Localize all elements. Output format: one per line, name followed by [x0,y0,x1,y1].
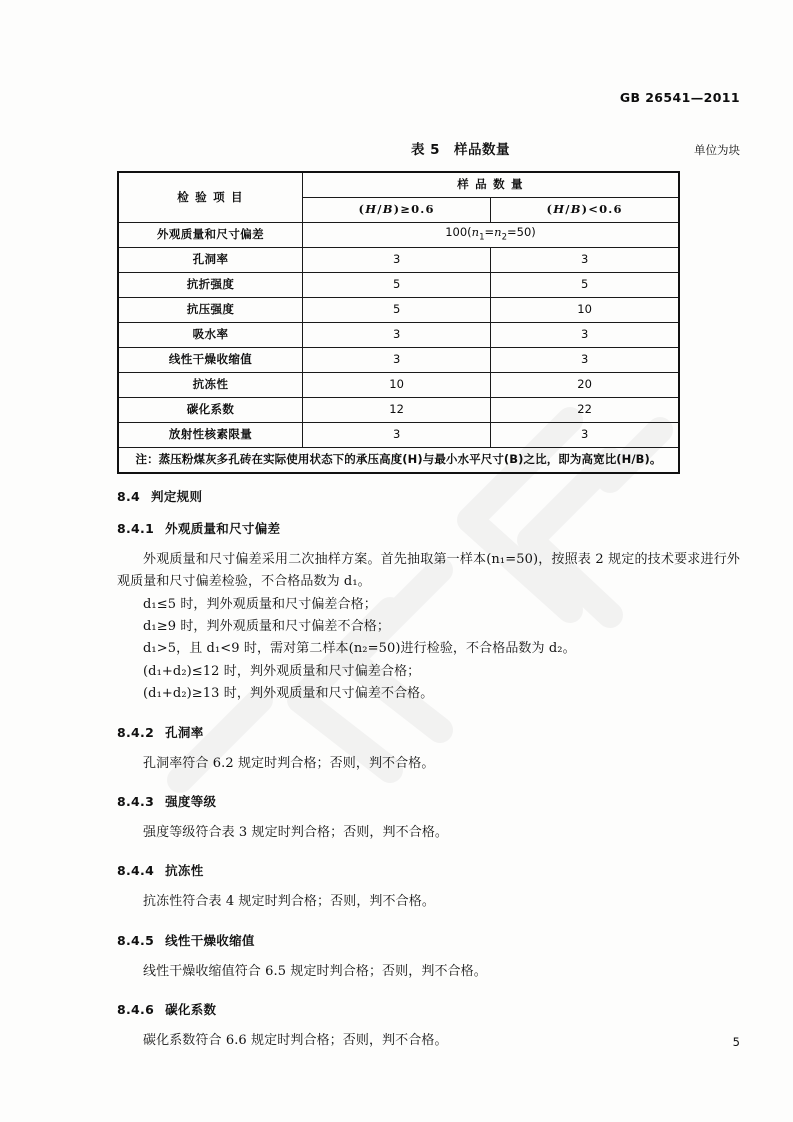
heading-8-4-1 [117,519,740,537]
row-value-b: 22 [491,398,679,423]
heading-8-4-4-title: 抗冻性 [165,863,204,879]
heading-8-4-6-number: 8.4.6 [117,1001,155,1017]
heading-8-4-5-title: 线性干燥收缩值 [165,932,255,948]
condition-line: d₁≥9 时，判外观质量和尺寸偏差不合格； [143,619,390,635]
document-body [117,487,740,1052]
heading-8-4-4-number: 8.4.4 [117,863,155,879]
paragraph-8-4-2: 孔洞率符合 6.2 规定时判合格；否则，判不合格。 [143,755,435,771]
row-item-label: 外观质量和尺寸偏差 [118,223,303,248]
row-value-b: 10 [491,298,679,323]
table-note: 注：蒸压粉煤灰多孔砖在实际使用状态下的承压高度(H)与最小水平尺寸(B)之比，即为高宽比(H/B)。 [118,448,679,474]
table-unit-note: 单位为块 [694,143,740,157]
heading-8-4-5-number: 8.4.5 [117,932,155,948]
heading-8-4-3 [117,792,740,810]
table-row [118,323,679,348]
table-row [118,398,679,423]
heading-8-4-6-title: 碳化系数 [165,1001,217,1017]
row-item-label: 放射性核素限量 [118,423,303,448]
heading-8-4-5 [117,931,740,949]
table-row [118,223,679,248]
row-value-b: 3 [491,348,679,373]
row-item-label: 吸水率 [118,323,303,348]
table-row [118,248,679,273]
table-row [118,348,679,373]
heading-8-4-2-title: 孔洞率 [165,724,204,740]
condition-line: d₁≤5 时，判外观质量和尺寸偏差合格； [143,596,377,612]
heading-8-4-2 [117,723,740,741]
table-row [118,298,679,323]
heading-8-4-6 [117,1000,740,1018]
table-caption: 表 5 样品数量 [410,142,511,158]
row-item-label: 抗压强度 [118,298,303,323]
header-inspection-item: 检 验 项 目 [118,172,303,223]
heading-8-4-3-number: 8.4.3 [117,793,155,809]
row-value-b: 20 [491,373,679,398]
heading-8-4-title: 判定规则 [151,489,203,504]
heading-8-4-1-title: 外观质量和尺寸偏差 [165,521,281,536]
sample-quantity-table [117,171,680,474]
paragraph-8-4-5: 线性干燥收缩值符合 6.5 规定时判合格；否则，判不合格。 [143,963,487,979]
row-value-a: 3 [303,348,491,373]
table-row [118,423,679,448]
page-header [117,90,740,105]
paragraph-8-4-1: 外观质量和尺寸偏差采用二次抽样方案。首先抽取第一样本(n₁=50)，按照表 2 规定的技术要求进行外观质量和尺寸偏差检验，不合格品数为 d₁。 [117,552,740,590]
table-row [118,273,679,298]
row-value-b: 3 [491,323,679,348]
header-sample-quantity: 样 品 数 量 [303,172,680,198]
row-item-label: 碳化系数 [118,398,303,423]
row-value-b: 5 [491,273,679,298]
row-value-b: 3 [491,423,679,448]
row-item-label: 线性干燥收缩值 [118,348,303,373]
row-value-a: 12 [303,398,491,423]
header-ratio-ge: (H/B)≥0.6 [303,198,491,223]
paragraph-8-4-4: 抗冻性符合表 4 规定时判合格；否则，判不合格。 [143,894,435,910]
heading-8-4-number: 8.4 [117,489,141,504]
table-row [118,373,679,398]
row-item-label: 抗折强度 [118,273,303,298]
table-note-row [118,448,679,474]
heading-8-4-1-number: 8.4.1 [117,521,155,536]
condition-line: (d₁+d₂)≥13 时，判外观质量和尺寸偏差不合格。 [143,686,434,702]
row-merged-value: $100(n_1=n_2=50)$ [303,223,680,248]
table-caption-row [117,138,740,158]
paragraph-8-4-6: 碳化系数符合 6.6 规定时判合格；否则，判不合格。 [143,1032,448,1048]
heading-8-4-3-title: 强度等级 [165,793,217,809]
row-value-a: 3 [303,423,491,448]
standard-code: GB 26541—2011 [619,90,740,105]
row-value-a: 3 [303,323,491,348]
table-header-row-1 [118,172,679,198]
heading-8-4-4 [117,861,740,879]
row-value-a: 5 [303,298,491,323]
header-ratio-lt: (H/B)<0.6 [491,198,679,223]
condition-line: (d₁+d₂)≤12 时，判外观质量和尺寸偏差合格； [143,663,421,679]
row-value-b: 3 [491,248,679,273]
sample-quantity-table-wrap [117,171,680,474]
condition-line: d₁>5，且 d₁<9 时，需对第二样本(n₂=50)进行检验，不合格品数为 d₂。 [143,641,576,657]
page-number: 5 [732,1035,740,1049]
row-value-a: 3 [303,248,491,273]
row-item-label: 抗冻性 [118,373,303,398]
row-item-label: 孔洞率 [118,248,303,273]
heading-8-4-2-number: 8.4.2 [117,724,155,740]
row-value-a: 10 [303,373,491,398]
paragraph-8-4-3: 强度等级符合表 3 规定时判合格；否则，判不合格。 [143,824,449,840]
row-value-a: 5 [303,273,491,298]
heading-8-4 [117,487,740,505]
